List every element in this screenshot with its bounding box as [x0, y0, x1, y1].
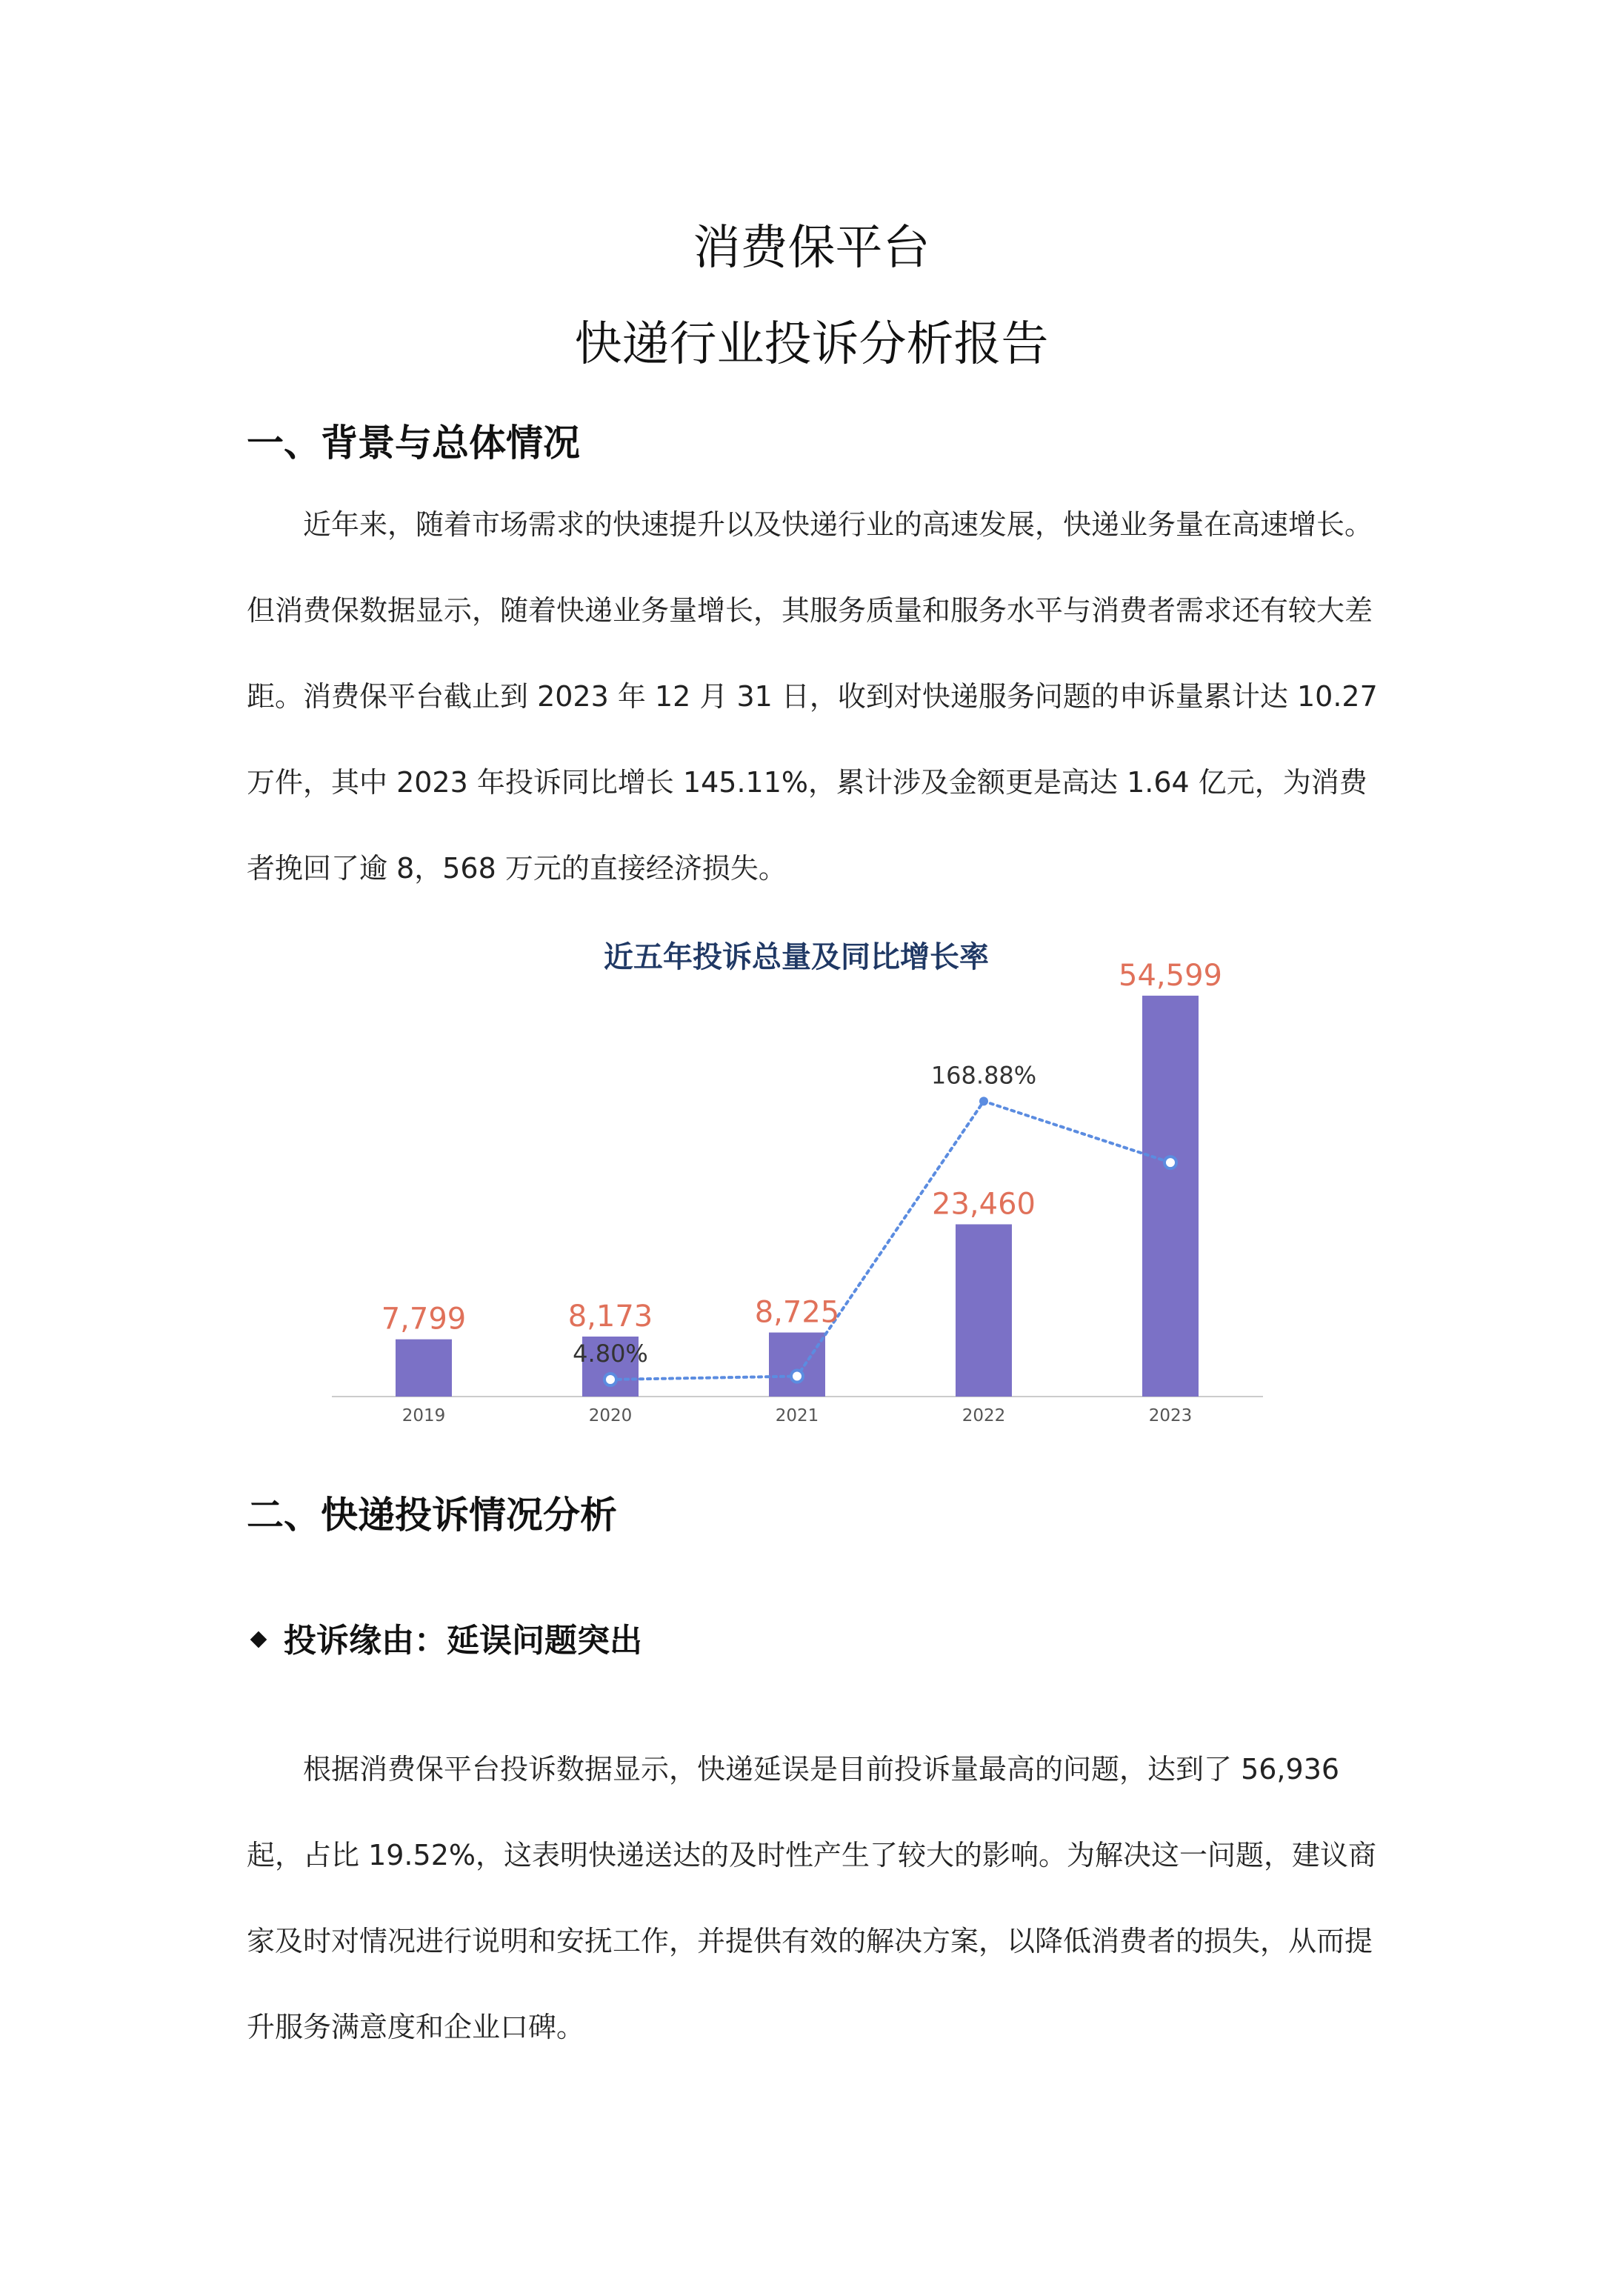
section2-heading: 二、快递投诉情况分析: [247, 1494, 617, 1537]
growth-point-2021: [791, 1371, 803, 1382]
bar-label-2019: 7,799: [381, 1302, 467, 1337]
growth-point-2023: [1164, 1157, 1176, 1168]
document-title-line1: 消费保平台: [693, 221, 930, 276]
growth-point-2022: [979, 1097, 988, 1105]
x-tick-2023: 2023: [1148, 1406, 1193, 1425]
document-title-line2: 快递行业投诉分析报告: [574, 317, 1049, 372]
growth-label-2020: 4.80%: [573, 1340, 648, 1368]
x-tick-2021: 2021: [775, 1406, 819, 1425]
bar-2023: [1142, 996, 1199, 1397]
x-tick-2019: 2019: [401, 1406, 446, 1425]
bar-label-2020: 8,173: [567, 1299, 653, 1334]
bullet-heading: [247, 1614, 642, 1661]
bar-label-2022: 23,460: [932, 1187, 1036, 1222]
growth-rate-line: [610, 1101, 1170, 1380]
bullet-heading-text: 投诉缘由：延误问题突出: [284, 1622, 642, 1660]
growth-point-2020: [604, 1374, 616, 1385]
growth-label-2022: 168.88%: [930, 1061, 1037, 1090]
section1-heading: 一、背景与总体情况: [247, 422, 580, 465]
bar-2019: [396, 1340, 452, 1397]
x-tick-2022: 2022: [962, 1406, 1006, 1425]
bar-2022: [956, 1224, 1012, 1397]
chart-title: 近五年投诉总量及同比增长率: [604, 940, 989, 974]
bar-2021: [769, 1333, 825, 1397]
section2-paragraph: 根据消费保平台投诉数据显示，快递延误是目前投诉量最高的问题，达到了 56,936 起，占比 19.52%，这表明快递送达的及时性产生了较大的影响。为解决这一问题，建议商家及时对情况进行说明和安抚工作，并提供有效的解决方案，以降低消费者的损失，从而提升服务满意度和企业口碑。: [247, 1753, 1376, 2043]
x-tick-2020: 2020: [588, 1406, 633, 1425]
bar-label-2023: 54,599: [1119, 958, 1222, 993]
section1-paragraph: 近年来，随着市场需求的快速提升以及快递行业的高速发展，快递业务量在高速增长。但消费保数据显示，随着快递业务量增长，其服务质量和服务水平与消费者需求还有较大差距。消费保平台截止到 2023 年 12 月 31 日，收到对快递服务问题的申诉量累计达 10.27 万件，其中 2023 年投诉同比增长 145.11%，累计涉及金额更是高达 1.64 亿元，为消费者挽回了逾 8，568 万元的直接经济损失。: [247, 508, 1378, 885]
diamond-bullet-icon: [250, 1631, 267, 1648]
bar-label-2021: 8,725: [754, 1295, 840, 1330]
